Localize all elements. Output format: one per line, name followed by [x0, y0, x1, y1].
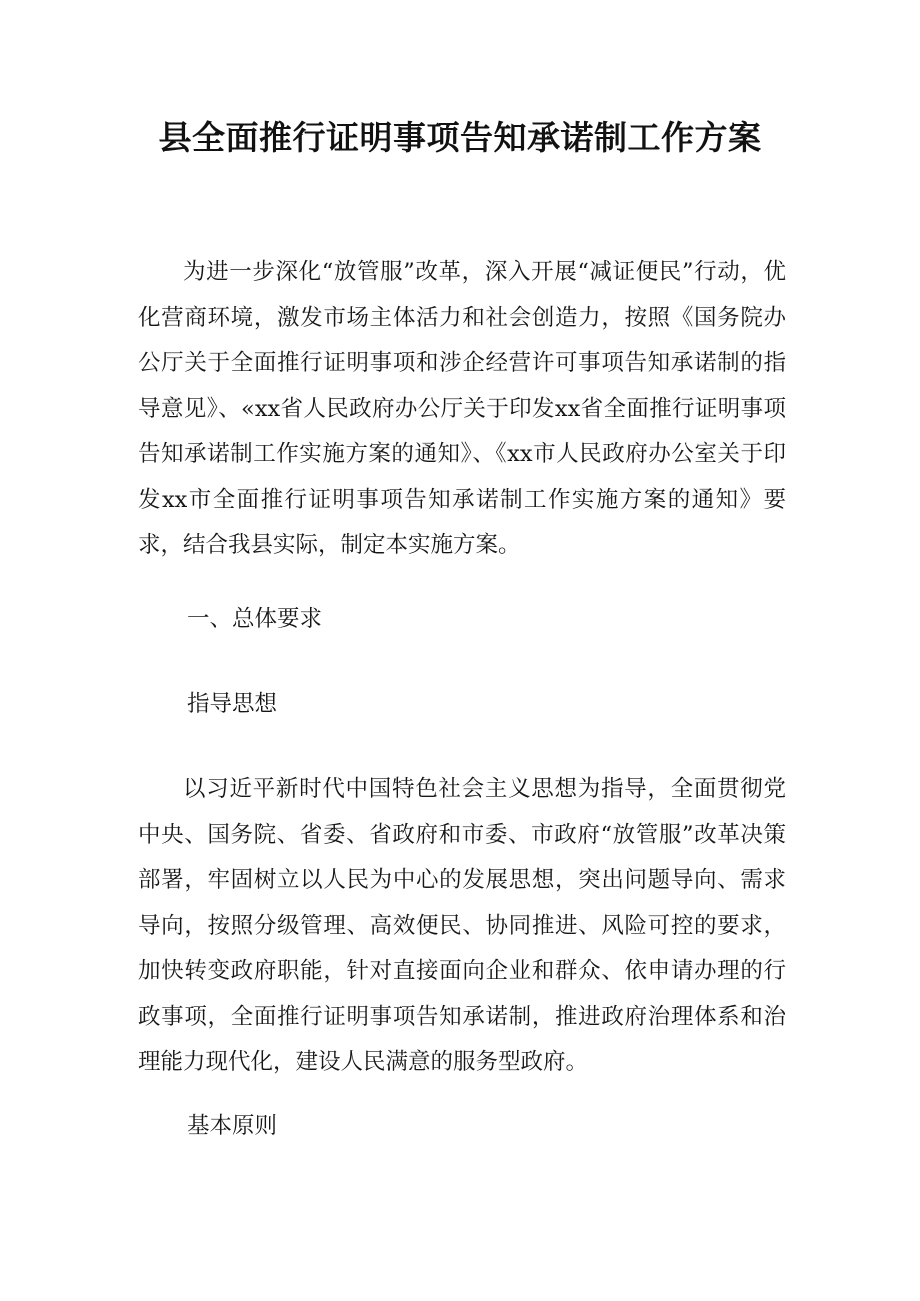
section-heading-general-requirements: 一、总体要求: [187, 606, 323, 632]
guiding-thought-paragraph: 以习近平新时代中国特色社会主义思想为指导，全面贯彻党中央、国务院、省委、省政府和市委、市政府“放管服”改革决策部署，牢固树立以人民为中心的发展思想，突出问题导向、需求导向，按照分级管理、高效便民、协同推进、风险可控的要求，加快转变政府职能，针对直接面向企业和群众、依申请办理的行政事项，全面推行证明事项告知承诺制，推进政府治理体系和治理能力现代化，建设人民满意的服务型政府。: [138, 776, 786, 1075]
intro-paragraph: 为进一步深化“放管服”改革，深入开展“减证便民”行动，优化营商环境，激发市场主体活力和社会创造力，按照《国务院办公厅关于全面推行证明事项和涉企经营许可事项告知承诺制的指导意见》、«xx省人民政府办公厅关于印发xx省全面推行证明事项告知承诺制工作实施方案的通知》、《xx市人民政府办公室关于印发xx市全面推行证明事项告知承诺制工作实施方案的通知》要求，结合我县实际，制定本实施方案。: [138, 259, 786, 558]
subheading-guiding-thought: 指导思想: [187, 691, 278, 717]
subheading-basic-principles: 基本原则: [187, 1113, 278, 1139]
document-title: 县全面推行证明事项告知承诺制工作方案: [158, 118, 762, 157]
